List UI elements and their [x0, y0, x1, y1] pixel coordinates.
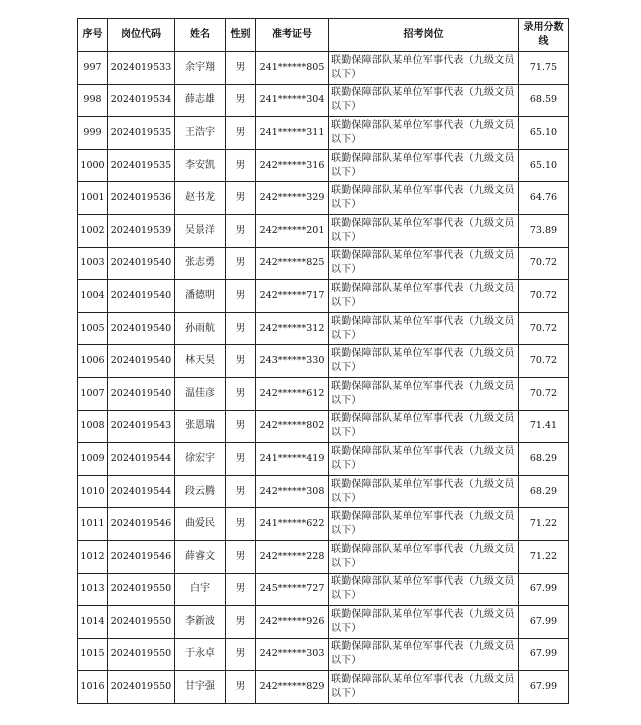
table-row: [78, 377, 569, 410]
cell-gender: 男: [226, 84, 256, 117]
cell-seq: 1008: [78, 410, 108, 443]
cell-post-code: 2024019535: [108, 149, 175, 182]
cell-post-code: 2024019540: [108, 312, 175, 345]
cell-seq: 1003: [78, 247, 108, 280]
cell-post: 联勤保障部队某单位军事代表（九级文员以下）: [329, 149, 519, 182]
cell-score-line: 70.72: [519, 377, 569, 410]
cell-name: 王浩宇: [175, 117, 226, 150]
header-seq: 序号: [78, 19, 108, 52]
cell-gender: 男: [226, 377, 256, 410]
header-ticket-no: 准考证号: [256, 19, 329, 52]
cell-score-line: 68.59: [519, 84, 569, 117]
cell-ticket-no: 242******802: [256, 410, 329, 443]
cell-seq: 1012: [78, 540, 108, 573]
cell-name: 薛志雄: [175, 84, 226, 117]
cell-ticket-no: 241******311: [256, 117, 329, 150]
cell-gender: 男: [226, 443, 256, 476]
cell-seq: 1011: [78, 508, 108, 541]
cell-post-code: 2024019533: [108, 52, 175, 85]
cell-seq: 1009: [78, 443, 108, 476]
cell-post: 联勤保障部队某单位军事代表（九级文员以下）: [329, 214, 519, 247]
cell-post-code: 2024019535: [108, 117, 175, 150]
table-row: [78, 247, 569, 280]
cell-gender: 男: [226, 117, 256, 150]
header-score-line: 录用分数线: [519, 19, 569, 52]
cell-ticket-no: 242******201: [256, 214, 329, 247]
cell-post-code: 2024019550: [108, 573, 175, 606]
cell-post-code: 2024019550: [108, 671, 175, 704]
cell-name: 张恩瑞: [175, 410, 226, 443]
cell-post-code: 2024019543: [108, 410, 175, 443]
admission-table: [77, 18, 569, 704]
cell-seq: 1015: [78, 638, 108, 671]
cell-post: 联勤保障部队某单位军事代表（九级文员以下）: [329, 671, 519, 704]
cell-seq: 1013: [78, 573, 108, 606]
cell-ticket-no: 242******329: [256, 182, 329, 215]
cell-name: 余宇翔: [175, 52, 226, 85]
cell-score-line: 67.99: [519, 638, 569, 671]
cell-seq: 1000: [78, 149, 108, 182]
cell-gender: 男: [226, 606, 256, 639]
table-row: [78, 606, 569, 639]
cell-seq: 1006: [78, 345, 108, 378]
cell-name: 温佳彦: [175, 377, 226, 410]
table-row: [78, 117, 569, 150]
table-row: [78, 345, 569, 378]
table-row: [78, 84, 569, 117]
cell-ticket-no: 242******926: [256, 606, 329, 639]
header-row: [78, 19, 569, 52]
cell-post-code: 2024019536: [108, 182, 175, 215]
header-gender: 性别: [226, 19, 256, 52]
cell-ticket-no: 242******829: [256, 671, 329, 704]
cell-score-line: 70.72: [519, 247, 569, 280]
table-row: [78, 540, 569, 573]
cell-post: 联勤保障部队某单位军事代表（九级文员以下）: [329, 52, 519, 85]
cell-gender: 男: [226, 312, 256, 345]
cell-seq: 998: [78, 84, 108, 117]
cell-name: 于永卓: [175, 638, 226, 671]
cell-gender: 男: [226, 52, 256, 85]
cell-gender: 男: [226, 475, 256, 508]
cell-score-line: 73.89: [519, 214, 569, 247]
cell-post: 联勤保障部队某单位军事代表（九级文员以下）: [329, 182, 519, 215]
cell-seq: 1004: [78, 280, 108, 313]
cell-post: 联勤保障部队某单位军事代表（九级文员以下）: [329, 247, 519, 280]
cell-post: 联勤保障部队某单位军事代表（九级文员以下）: [329, 475, 519, 508]
cell-name: 潘德明: [175, 280, 226, 313]
table-row: [78, 573, 569, 606]
cell-ticket-no: 242******717: [256, 280, 329, 313]
cell-score-line: 70.72: [519, 312, 569, 345]
cell-post-code: 2024019544: [108, 443, 175, 476]
cell-score-line: 71.41: [519, 410, 569, 443]
cell-post: 联勤保障部队某单位军事代表（九级文员以下）: [329, 508, 519, 541]
header-name: 姓名: [175, 19, 226, 52]
cell-ticket-no: 242******825: [256, 247, 329, 280]
cell-seq: 997: [78, 52, 108, 85]
table-row: [78, 280, 569, 313]
cell-score-line: 65.10: [519, 149, 569, 182]
cell-score-line: 71.75: [519, 52, 569, 85]
cell-seq: 999: [78, 117, 108, 150]
table-row: [78, 443, 569, 476]
header-post: 招考岗位: [329, 19, 519, 52]
cell-name: 白宇: [175, 573, 226, 606]
cell-post-code: 2024019546: [108, 540, 175, 573]
cell-score-line: 68.29: [519, 443, 569, 476]
cell-seq: 1002: [78, 214, 108, 247]
cell-post-code: 2024019540: [108, 377, 175, 410]
table-row: [78, 182, 569, 215]
results-sheet: [77, 18, 568, 704]
cell-post-code: 2024019550: [108, 638, 175, 671]
cell-post: 联勤保障部队某单位军事代表（九级文员以下）: [329, 540, 519, 573]
table-row: [78, 52, 569, 85]
cell-post: 联勤保障部队某单位军事代表（九级文员以下）: [329, 443, 519, 476]
cell-score-line: 67.99: [519, 606, 569, 639]
cell-post: 联勤保障部队某单位军事代表（九级文员以下）: [329, 377, 519, 410]
cell-post: 联勤保障部队某单位军事代表（九级文员以下）: [329, 84, 519, 117]
cell-name: 张志勇: [175, 247, 226, 280]
cell-ticket-no: 245******727: [256, 573, 329, 606]
cell-post-code: 2024019540: [108, 345, 175, 378]
cell-ticket-no: 243******330: [256, 345, 329, 378]
cell-score-line: 70.72: [519, 280, 569, 313]
cell-gender: 男: [226, 247, 256, 280]
cell-name: 李新波: [175, 606, 226, 639]
cell-post: 联勤保障部队某单位军事代表（九级文员以下）: [329, 117, 519, 150]
cell-gender: 男: [226, 573, 256, 606]
cell-seq: 1007: [78, 377, 108, 410]
cell-gender: 男: [226, 149, 256, 182]
header-post-code: 岗位代码: [108, 19, 175, 52]
cell-post: 联勤保障部队某单位军事代表（九级文员以下）: [329, 606, 519, 639]
cell-name: 徐宏宇: [175, 443, 226, 476]
cell-score-line: 68.29: [519, 475, 569, 508]
cell-gender: 男: [226, 508, 256, 541]
cell-name: 吴景洋: [175, 214, 226, 247]
cell-ticket-no: 242******312: [256, 312, 329, 345]
cell-seq: 1014: [78, 606, 108, 639]
cell-score-line: 65.10: [519, 117, 569, 150]
cell-post-code: 2024019550: [108, 606, 175, 639]
cell-seq: 1010: [78, 475, 108, 508]
cell-post-code: 2024019540: [108, 280, 175, 313]
cell-post: 联勤保障部队某单位军事代表（九级文员以下）: [329, 573, 519, 606]
cell-post: 联勤保障部队某单位军事代表（九级文员以下）: [329, 280, 519, 313]
table-row: [78, 410, 569, 443]
cell-ticket-no: 241******419: [256, 443, 329, 476]
cell-name: 林天昊: [175, 345, 226, 378]
cell-ticket-no: 242******612: [256, 377, 329, 410]
cell-gender: 男: [226, 214, 256, 247]
cell-ticket-no: 242******303: [256, 638, 329, 671]
cell-post: 联勤保障部队某单位军事代表（九级文员以下）: [329, 312, 519, 345]
cell-gender: 男: [226, 182, 256, 215]
cell-post: 联勤保障部队某单位军事代表（九级文员以下）: [329, 410, 519, 443]
cell-name: 曲爱民: [175, 508, 226, 541]
cell-ticket-no: 241******304: [256, 84, 329, 117]
cell-ticket-no: 241******622: [256, 508, 329, 541]
cell-seq: 1001: [78, 182, 108, 215]
table-row: [78, 312, 569, 345]
cell-gender: 男: [226, 671, 256, 704]
cell-post: 联勤保障部队某单位军事代表（九级文员以下）: [329, 345, 519, 378]
table-row: [78, 149, 569, 182]
cell-gender: 男: [226, 280, 256, 313]
cell-ticket-no: 242******308: [256, 475, 329, 508]
cell-name: 段云腾: [175, 475, 226, 508]
cell-ticket-no: 241******805: [256, 52, 329, 85]
table-row: [78, 214, 569, 247]
table-row: [78, 475, 569, 508]
cell-post-code: 2024019539: [108, 214, 175, 247]
cell-score-line: 71.22: [519, 508, 569, 541]
table-header: [78, 19, 569, 52]
cell-seq: 1016: [78, 671, 108, 704]
cell-post-code: 2024019534: [108, 84, 175, 117]
cell-post-code: 2024019546: [108, 508, 175, 541]
table-row: [78, 508, 569, 541]
cell-gender: 男: [226, 345, 256, 378]
cell-score-line: 67.99: [519, 573, 569, 606]
cell-name: 薛睿文: [175, 540, 226, 573]
cell-name: 孙雨航: [175, 312, 226, 345]
table-row: [78, 671, 569, 704]
cell-post-code: 2024019544: [108, 475, 175, 508]
cell-score-line: 71.22: [519, 540, 569, 573]
cell-name: 赵书龙: [175, 182, 226, 215]
cell-gender: 男: [226, 638, 256, 671]
cell-ticket-no: 242******228: [256, 540, 329, 573]
cell-gender: 男: [226, 410, 256, 443]
cell-score-line: 67.99: [519, 671, 569, 704]
cell-gender: 男: [226, 540, 256, 573]
cell-score-line: 64.76: [519, 182, 569, 215]
cell-name: 甘宇强: [175, 671, 226, 704]
cell-post-code: 2024019540: [108, 247, 175, 280]
table-row: [78, 638, 569, 671]
cell-seq: 1005: [78, 312, 108, 345]
cell-name: 李安凯: [175, 149, 226, 182]
table-body: [78, 52, 569, 704]
cell-ticket-no: 242******316: [256, 149, 329, 182]
cell-post: 联勤保障部队某单位军事代表（九级文员以下）: [329, 638, 519, 671]
cell-score-line: 70.72: [519, 345, 569, 378]
